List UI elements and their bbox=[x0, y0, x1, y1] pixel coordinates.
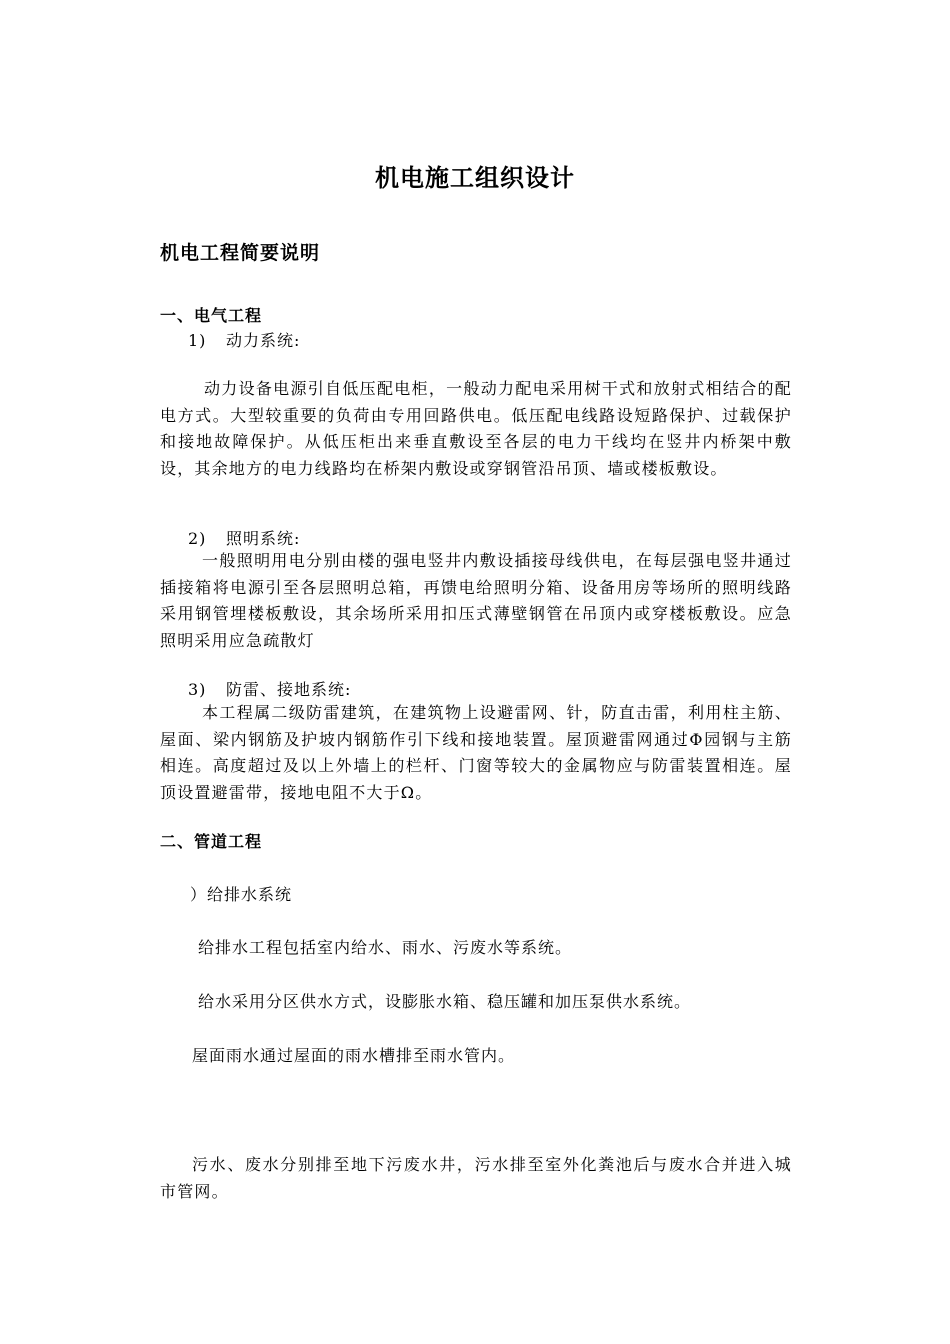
heading-piping: 二、管道工程 bbox=[160, 832, 263, 851]
document-title: 机电施工组织设计 bbox=[375, 163, 575, 192]
paragraph-lightning-protection: 本工程属二级防雷建筑，在建筑物上设避雷网、针，防直击雷，利用柱主筋、屋面、梁内钢筋及护坡内钢筋作引下线和接地装置。屋顶避雷网通过Φ园钢与主筋相连。高度超过及以上外墙上的栏杆、门窗等较大的金属物应与防雷装置相连。屋顶设置避雷带，接地电阻不大于Ω。 bbox=[160, 703, 792, 802]
subheading-water-supply-drainage: ）给排水系统 bbox=[190, 885, 293, 904]
line-water-systems: 给排水工程包括室内给水、雨水、污废水等系统。 bbox=[198, 938, 573, 957]
subheading-label: 动力系统: bbox=[226, 331, 301, 350]
section-title: 机电工程简要说明 bbox=[160, 242, 321, 264]
paragraph-sewage: 污水、废水分别排至地下污废水井，污水排至室外化粪池后与废水合并进入城市管网。 bbox=[160, 1155, 792, 1201]
subheading-label: 防雷、接地系统: bbox=[226, 680, 352, 699]
paragraph-power: 动力设备电源引自低压配电柜，一般动力配电采用树干式和放射式相结合的配电方式。大型较重要的负荷由专用回路供电。低压配电线路设短路保护、过载保护和接地故障保护。从低压柜出来垂直敷设至各层的电力干线均在竖井内桥架中敷设，其余地方的电力线路均在桥架内敷设或穿钢管沿吊顶、墙或楼板敷设。 bbox=[160, 379, 792, 478]
paragraph-lighting: 一般照明用电分别由楼的强电竖井内敷设插接母线供电，在每层强电竖井通过插接箱将电源引至各层照明总箱，再馈电给照明分箱、设备用房等场所的照明线路采用钢管埋楼板敷设，其余场所采用扣压式薄壁钢管在吊顶内或穿楼板敷设。应急照明采用应急疏散灯 bbox=[160, 551, 792, 650]
subheading-number: 3) bbox=[188, 680, 207, 699]
subheading-label: 照明系统: bbox=[226, 529, 301, 548]
subheading-number: 1) bbox=[188, 331, 207, 350]
subheading-number: 2) bbox=[188, 529, 207, 548]
subheading-power bbox=[188, 328, 300, 354]
heading-electrical: 一、电气工程 bbox=[160, 306, 263, 325]
line-rainwater: 屋面雨水通过屋面的雨水槽排至雨水管内。 bbox=[192, 1046, 516, 1065]
line-water-supply: 给水采用分区供水方式，设膨胀水箱、稳压罐和加压泵供水系统。 bbox=[198, 992, 692, 1011]
